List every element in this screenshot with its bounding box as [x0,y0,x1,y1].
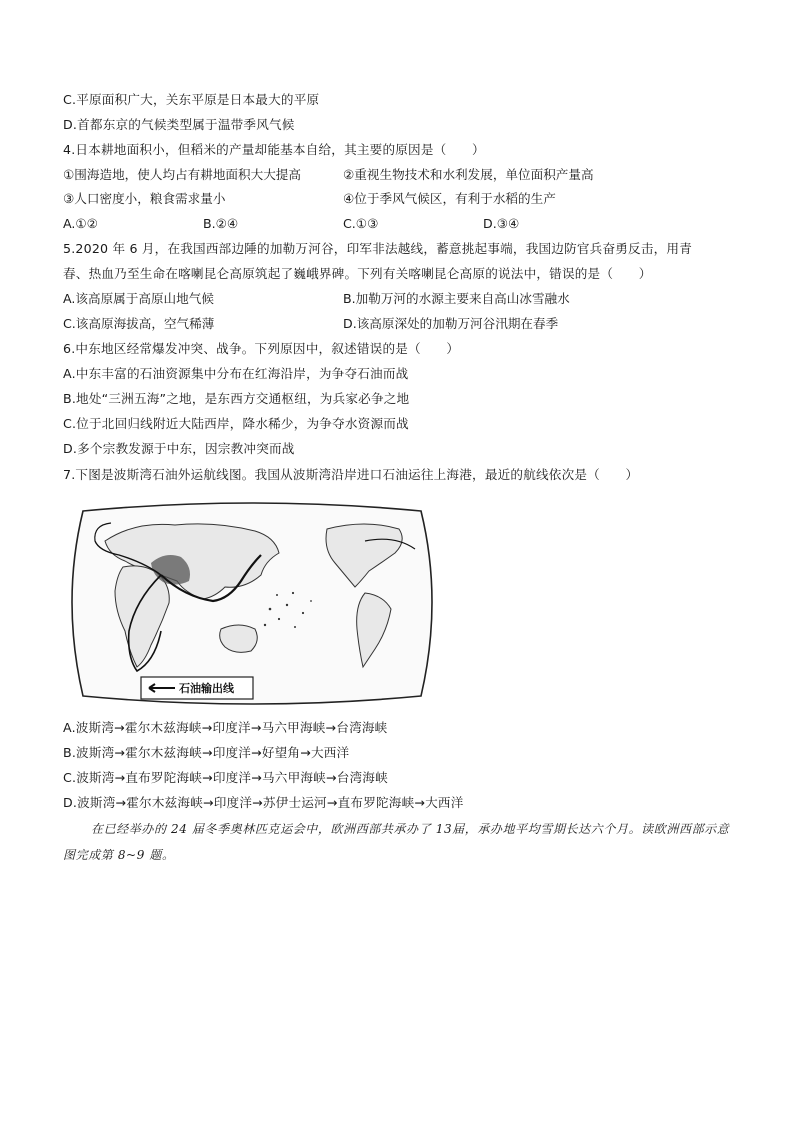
q7-option-a: A.波斯湾→霍尔木兹海峡→印度洋→马六甲海峡→台湾海峡 [63,720,388,735]
q4-option-b: B.②④ [203,216,239,231]
q3-option-c: C.平原面积广大，关东平原是日本最大的平原 [63,92,320,107]
q7-option-b: B.波斯湾→霍尔木兹海峡→印度洋→好望角→大西洋 [63,745,350,760]
q5-stem-line-2: 春、热血乃至生命在喀喇昆仑高原筑起了巍峨界碑。下列有关喀喇昆仑高原的说法中，错误的是（ ） [63,266,652,281]
q5-stem-line-1: 5.2020 年 6 月，在我国西部边陲的加勒万河谷，印军非法越线，蓄意挑起事端，我国边防官兵奋勇反击，用青 [63,241,693,256]
q7-option-d: D.波斯湾→霍尔木兹海峡→印度洋→苏伊士运河→直布罗陀海峡→大西洋 [63,795,464,810]
map-legend-label: 石油输出线 [179,682,234,695]
oil-route-world-map [65,501,439,708]
q3-option-d: D.首都东京的气候类型属于温带季风气候 [63,117,295,132]
q6-option-d: D.多个宗教发源于中东，因宗教冲突而战 [63,441,295,456]
q5-option-a: A.该高原属于高原山地气候 [63,291,214,306]
q4-option-a: A.①② [63,216,98,231]
world-map-graphic [65,501,439,708]
q4-option-c: C.①③ [343,216,379,231]
q4-statement-3: ③人口密度小，粮食需求量小 [63,191,226,206]
q7-stem: 7.下图是波斯湾石油外运航线图。我国从波斯湾沿岸进口石油运往上海港，最近的航线依次是（ ） [63,467,639,482]
q5-option-c: C.该高原海拔高，空气稀薄 [63,316,215,331]
q7-option-c: C.波斯湾→直布罗陀海峡→印度洋→马六甲海峡→台湾海峡 [63,770,388,785]
q4-statement-1: ①围海造地，使人均占有耕地面积大大提高 [63,167,301,182]
q6-option-a: A.中东丰富的石油资源集中分布在红海沿岸，为争夺石油而战 [63,366,409,381]
q4-option-d: D.③④ [483,216,520,231]
q6-stem: 6.中东地区经常爆发冲突、战争。下列原因中，叙述错误的是（ ） [63,341,460,356]
q4-statement-2: ②重视生物技术和水利发展，单位面积产量高 [343,167,594,182]
q6-option-b: B.地处“三洲五海”之地，是东西方交通枢纽，为兵家必争之地 [63,391,410,406]
q4-statement-4: ④位于季风气候区，有利于水稻的生产 [343,191,556,206]
q8-9-passage: 在已经举办的 24 届冬季奥林匹克运会中，欧洲西部共承办了 13届，承办地平均雪期长达六个月。读欧洲西部示意图完成第 8~9 题。 [63,822,730,862]
q5-option-d: D.该高原深处的加勒万河谷汛期在春季 [343,316,559,331]
q4-stem: 4.日本耕地面积小，但稻米的产量却能基本自给，其主要的原因是（ ） [63,142,485,157]
q5-option-b: B.加勒万河的水源主要来自高山冰雪融水 [343,291,570,306]
q6-option-c: C.位于北回归线附近大陆西岸，降水稀少，为争夺水资源而战 [63,416,409,431]
